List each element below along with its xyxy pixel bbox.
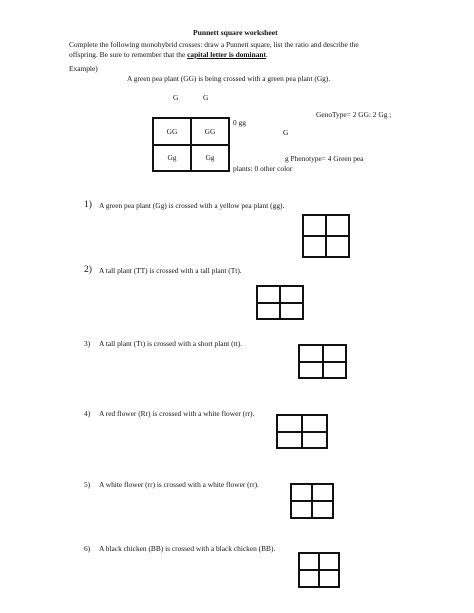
example-phenotype-line-2: plants: 0 other color <box>233 164 293 173</box>
worksheet-title: Punnett square worksheet <box>193 28 278 37</box>
punnett-cell[interactable] <box>299 362 323 379</box>
punnett-cell[interactable] <box>280 286 303 303</box>
example-top-allele-1: G <box>173 93 179 102</box>
example-side-allele-2: G <box>283 128 289 137</box>
punnett-square-2[interactable] <box>256 285 304 320</box>
punnett-cell[interactable] <box>312 484 333 501</box>
punnett-cell[interactable] <box>312 501 333 518</box>
punnett-cell[interactable] <box>319 570 339 587</box>
question-text: A red flower (Rr) is crossed with a white flower (rr). <box>99 409 255 418</box>
punnett-cell[interactable] <box>319 553 339 570</box>
punnett-square-5[interactable] <box>290 483 334 519</box>
punnett-square-1[interactable] <box>302 214 350 258</box>
punnett-cell[interactable] <box>323 345 347 362</box>
punnett-cell[interactable] <box>280 303 303 320</box>
question-text: A green pea plant (Gg) is crossed with a yellow pea plant (gg). <box>99 201 285 210</box>
example-genotype: GenoType= 2 GG: 2 Gg ; <box>316 110 392 119</box>
punnett-cell[interactable] <box>299 553 319 570</box>
punnett-cell[interactable] <box>326 236 349 257</box>
example-side-allele-1: 0 gg <box>233 118 246 127</box>
example-cell: GG <box>191 118 229 145</box>
example-cell: Gg <box>153 145 191 172</box>
example-top-allele-2: G <box>203 93 209 102</box>
punnett-cell[interactable] <box>299 570 319 587</box>
example-punnett-square <box>152 117 230 172</box>
punnett-cell[interactable] <box>277 415 302 432</box>
punnett-cell[interactable] <box>277 432 302 449</box>
punnett-cell[interactable] <box>302 415 327 432</box>
punnett-cell[interactable] <box>299 345 323 362</box>
punnett-cell[interactable] <box>291 501 312 518</box>
example-phenotype-line-1: g Phenotype= 4 Green pea <box>285 154 364 163</box>
punnett-cell[interactable] <box>303 236 326 257</box>
question-text: A black chicken (BB) is crossed with a black chicken (BB). <box>99 544 276 553</box>
instructions-line-2-suffix: . <box>266 49 268 59</box>
question-number: 2) <box>84 264 92 275</box>
example-statement: A green pea plant (GG) is being crossed with a green pea plant (Gg). <box>127 74 331 83</box>
punnett-cell[interactable] <box>257 303 280 320</box>
punnett-cell[interactable] <box>257 286 280 303</box>
question-number: 3) <box>84 339 91 348</box>
punnett-cell[interactable] <box>302 432 327 449</box>
question-text: A tall plant (TT) is crossed with a tall plant (Tt). <box>99 266 242 275</box>
instructions-line-2-prefix: offspring. Be sure to remember that the <box>69 49 188 59</box>
question-text: A white flower (rr) is crossed with a white flower (rr). <box>99 480 259 489</box>
question-number: 6) <box>84 544 91 553</box>
question-number: 5) <box>84 480 91 489</box>
instructions-line-1: Complete the following monohybrid crosses: draw a Punnett square, list the ratio and describe the <box>69 40 359 49</box>
instructions <box>69 40 409 59</box>
example-label: Example) <box>69 64 98 73</box>
punnett-square-4[interactable] <box>276 414 328 449</box>
question-number: 4) <box>84 409 91 418</box>
question-text: A tall plant (Tt) is crossed with a short plant (tt). <box>99 339 243 348</box>
punnett-cell[interactable] <box>326 215 349 236</box>
example-cell: Gg <box>191 145 229 172</box>
punnett-cell[interactable] <box>323 362 347 379</box>
punnett-cell[interactable] <box>303 215 326 236</box>
instructions-emphasis: capital letter is dominant <box>187 49 266 59</box>
punnett-cell[interactable] <box>291 484 312 501</box>
punnett-square-6[interactable] <box>298 552 340 588</box>
example-cell: GG <box>153 118 191 145</box>
question-number: 1) <box>84 199 92 210</box>
punnett-square-3[interactable] <box>298 344 347 379</box>
